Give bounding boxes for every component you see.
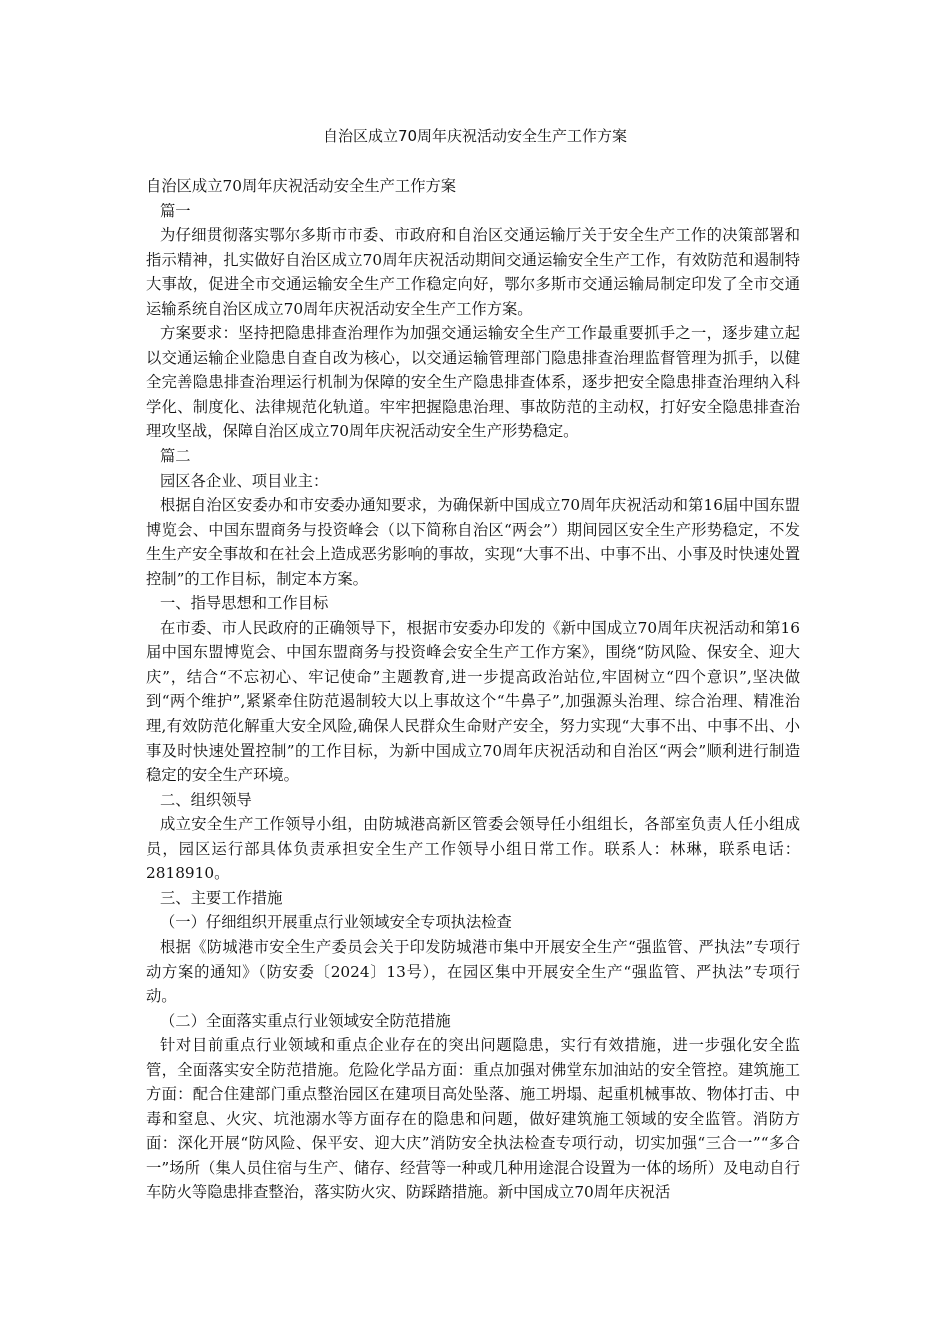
paragraph: 根据《防城港市安全生产委员会关于印发防城港市集中开展安全生产“强监管、严执法”专项行动方案的通知》（防安委〔2024〕13号），在园区集中开展安全生产“强监管、严执法”专项行动。 [146,937,800,1006]
paragraph: 成立安全生产工作领导小组，由防城港高新区管委会领导任小组组长，各部室负责人任小组成员，园区运行部具体负责承担安全生产工作领导小组日常工作。联系人：林琳，联系电话：2818910。 [146,815,800,883]
document-body [146,174,800,1205]
heading-guiding-ideology: 一、指导思想和工作目标 [160,594,329,613]
subheading-measure-two: （二）全面落实重点行业领域安全防范措施 [160,1011,451,1030]
paragraph: 针对目前重点行业领域和重点企业存在的突出问题隐患，实行有效措施，进一步强化安全监管，全面落实安全防范措施。危险化学品方面：重点加强对佛堂东加油站的安全管控。建筑施工方面：配合住建部门重点整治园区在建项目高处坠落、施工坍塌、起重机械事故、物体打击、中毒和窒息、火灾、坑池溺水等方面存在的隐患和问题，做好建筑施工领域的安全监管。消防方面：深化开展“防风险、保平安、迎大庆”消防安全执法检查专项行动，切实加强“三合一”“多合一”场所（集人员住宿与生产、储存、经营等一种或几种用途混合设置为一体的场所）及电动自行车防火等隐患排查整治，落实防火灾、防踩踏措施。新中国成立70周年庆祝活 [146,1036,800,1202]
paragraph: 方案要求：坚持把隐患排查治理作为加强交通运输安全生产工作最重要抓手之一，逐步建立起以交通运输企业隐患自查自改为核心，以交通运输管理部门隐患排查治理监督管理为抓手，以健全完善隐患排查治理运行机制为保障的安全生产隐患排查体系，逐步把安全隐患排查治理纳入科学化、制度化、法律规范化轨道。牢牢把握隐患治理、事故防范的主动权，打好安全隐患排查治理攻坚战，保障自治区成立70周年庆祝活动安全生产形势稳定。 [146,324,800,441]
document-subtitle: 自治区成立70周年庆祝活动安全生产工作方案 [146,177,457,195]
document-title: 自治区成立70周年庆祝活动安全生产工作方案 [322,127,628,145]
paragraph: 在市委、市人民政府的正确领导下，根据市安委办印发的《新中国成立70周年庆祝活动和第16届中国东盟博览会、中国东盟商务与投资峰会安全生产工作方案》，围绕“防风险、保安全、迎大庆”，结合“不忘初心、牢记使命”主题教育,进一步提高政治站位,牢固树立“四个意识”,坚决做到“两个维护”,紧紧牵住防范遏制较大以上事故这个“牛鼻子”,加强源头治理、综合治理、精准治理,有效防范化解重大安全风险,确保人民群众生命财产安全，努力实现“大事不出、中事不出、小事及时快速处置控制”的工作目标，为新中国成立70周年庆祝活动和自治区“两会”顺利进行制造稳定的安全生产环境。 [146,618,800,785]
salutation: 园区各企业、项目业主： [160,471,329,490]
paragraph: 根据自治区安委办和市安委办通知要求，为确保新中国成立70周年庆祝活动和第16届中国东盟博览会、中国东盟商务与投资峰会（以下简称自治区“两会”）期间园区安全生产形势稳定，不发生生产安全事故和在社会上造成恶劣影响的事故，实现“大事不出、中事不出、小事及时快速处置控制”的工作目标，制定本方案。 [146,496,800,588]
subheading-measure-one: （一）仔细组织开展重点行业领域安全专项执法检查 [160,913,512,932]
paragraph: 为仔细贯彻落实鄂尔多斯市市委、市政府和自治区交通运输厅关于安全生产工作的决策部署和指示精神，扎实做好自治区成立70周年庆祝活动期间交通运输安全生产工作，有效防范和遏制特大事故，促进全市交通运输安全生产工作稳定向好，鄂尔多斯市交通运输局制定印发了全市交通运输系统自治区成立70周年庆祝活动安全生产工作方案。 [146,226,800,318]
heading-main-measures: 三、主要工作措施 [160,888,283,907]
section-label-part-one: 篇一 [160,201,191,220]
heading-organization: 二、组织领导 [160,790,252,809]
section-label-part-two: 篇二 [160,447,191,466]
